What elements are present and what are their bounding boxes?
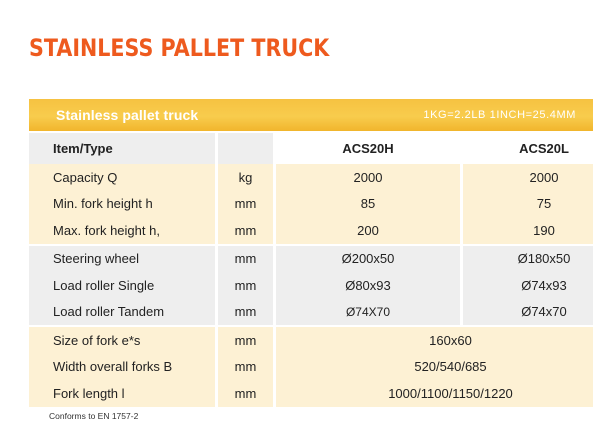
cell-acs20l-load-roller-tandem: Ø74x70	[463, 299, 593, 326]
column-header-acs20l: ACS20L	[463, 133, 593, 164]
row-unit-capacity: kg	[218, 164, 273, 191]
row-label-fork-length: Fork length l	[29, 380, 215, 407]
column-header-item-type: Item/Type	[29, 133, 215, 164]
cell-acs20h-max-fork-height: 200	[276, 217, 460, 244]
cell-acs20l-steering-wheel: Ø180x50	[463, 246, 593, 273]
cell-acs20l-max-fork-height: 190	[463, 217, 593, 244]
spec-grid	[29, 133, 593, 407]
row-label-capacity: Capacity Q	[29, 164, 215, 191]
cell-shared-size-of-fork: 160x60	[276, 327, 593, 354]
cell-acs20h-steering-wheel: Ø200x50	[276, 246, 460, 273]
unit-conversion-note: 1KG=2.2LB 1INCH=25.4MM	[423, 109, 576, 121]
row-unit-steering-wheel: mm	[218, 246, 273, 273]
row-label-width-overall-forks: Width overall forks B	[29, 354, 215, 381]
row-label-steering-wheel: Steering wheel	[29, 246, 215, 273]
spec-table	[29, 99, 593, 407]
row-label-load-roller-tandem: Load roller Tandem	[29, 299, 215, 326]
row-label-max-fork-height: Max. fork height h,	[29, 217, 215, 244]
column-header-acs20h: ACS20H	[276, 133, 460, 164]
table-title: Stainless pallet truck	[56, 107, 199, 123]
row-unit-load-roller-tandem: mm	[218, 299, 273, 326]
row-unit-width-overall-forks: mm	[218, 354, 273, 381]
row-unit-fork-length: mm	[218, 380, 273, 407]
cell-acs20h-min-fork-height: 85	[276, 191, 460, 218]
row-label-size-of-fork: Size of fork e*s	[29, 327, 215, 354]
row-unit-load-roller-single: mm	[218, 272, 273, 299]
row-label-min-fork-height: Min. fork height h	[29, 191, 215, 218]
row-unit-min-fork-height: mm	[218, 191, 273, 218]
column-header-unit	[218, 133, 273, 164]
cell-acs20h-load-roller-tandem: Ø74X70	[276, 299, 460, 326]
row-unit-size-of-fork: mm	[218, 327, 273, 354]
cell-acs20l-min-fork-height: 75	[463, 191, 593, 218]
row-unit-max-fork-height: mm	[218, 217, 273, 244]
cell-acs20h-capacity: 2000	[276, 164, 460, 191]
row-label-load-roller-single: Load roller Single	[29, 272, 215, 299]
cell-shared-fork-length: 1000/1100/1150/1220	[276, 380, 593, 407]
table-header-bar	[29, 99, 593, 131]
cell-shared-width-overall-forks: 520/540/685	[276, 354, 593, 381]
cell-acs20l-load-roller-single: Ø74x93	[463, 272, 593, 299]
cell-acs20h-load-roller-single: Ø80x93	[276, 272, 460, 299]
page-title: STAINLESS PALLET TRUCK	[29, 34, 330, 62]
footnote-standard: Conforms to EN 1757-2	[49, 411, 139, 421]
cell-acs20l-capacity: 2000	[463, 164, 593, 191]
